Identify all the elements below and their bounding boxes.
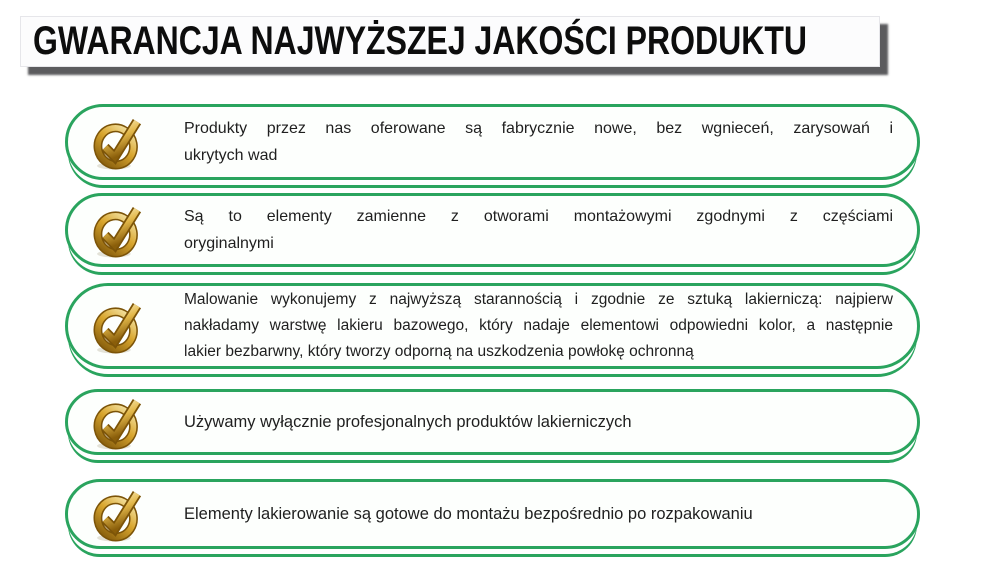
guarantee-item-line: ukrytych wad — [184, 147, 278, 164]
guarantee-item-line: Są to elementy zamienne z otworami montażowymi zgodnymi z częściami — [184, 208, 893, 225]
gold-check-icon — [90, 199, 152, 261]
guarantee-item-text — [184, 409, 893, 436]
guarantee-item-text — [184, 501, 893, 528]
guarantee-item-line: nakładamy warstwę lakieru bazowego, który nadaje elementowi odpowiedni kolor, a następnie — [184, 317, 893, 334]
page-title: GWARANCJA NAJWYŻSZEJ JAKOŚCI PRODUKTU — [33, 19, 807, 63]
guarantee-item-text — [184, 203, 893, 257]
guarantee-item — [65, 479, 920, 549]
gold-check-icon — [90, 295, 152, 357]
guarantee-item-line: lakier bezbarwny, który tworzy odporną na uszkodzenia powłokę ochronną — [184, 343, 694, 360]
guarantee-item — [65, 104, 920, 180]
guarantee-item-line: oryginalnymi — [184, 235, 274, 252]
guarantee-item-line: Używamy wyłącznie profesjonalnych produktów lakierniczych — [184, 412, 632, 431]
gold-check-icon — [90, 111, 152, 173]
guarantee-item-line: Elementy lakierowanie są gotowe do montażu bezpośrednio po rozpakowaniu — [184, 504, 753, 523]
guarantee-item-text — [184, 287, 893, 365]
guarantee-item-line: Produkty przez nas oferowane są fabrycznie nowe, bez wgnieceń, zarysowań i — [184, 120, 893, 137]
gold-check-icon — [90, 483, 152, 545]
page-title-box — [20, 16, 880, 67]
guarantee-item — [65, 389, 920, 455]
guarantee-item-text — [184, 115, 893, 169]
guarantee-item — [65, 193, 920, 267]
guarantee-list — [65, 104, 920, 549]
guarantee-item-line: Malowanie wykonujemy z najwyższą starannością i zgodnie ze sztuką lakierniczą: najpierw — [184, 291, 893, 308]
gold-check-icon — [90, 391, 152, 453]
guarantee-item — [65, 283, 920, 369]
